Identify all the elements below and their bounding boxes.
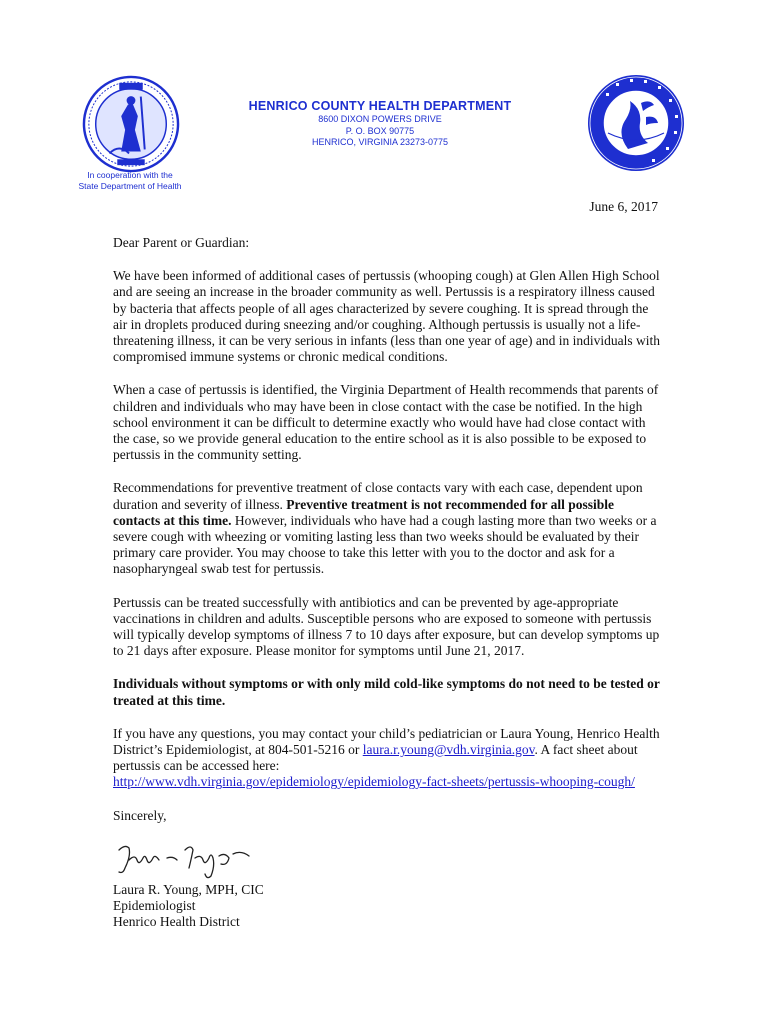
cooperation-line-2: State Department of Health — [78, 181, 182, 191]
paragraph-3-bold: Preventive treatment is not recommended for all possible contacts at this time. — [113, 496, 615, 528]
paragraph-5 — [113, 676, 661, 708]
signature-icon — [115, 838, 255, 882]
paragraph-3-end: However, individuals who have had a cough lasting more than two weeks or a severe cough with wheezing or vomiting lasting less than two weeks should be evaluated by their primary care provider. You may choose to take this letter with you to the doctor and ask for a nasopharyngeal swab test for pertussis. — [113, 512, 657, 577]
paragraph-1: We have been informed of additional cases of pertussis (whooping cough) at Glen Allen High School and are seeing an increase in the broader community as well. Pertussis is a respiratory illness caused by bacteria that affects people of all ages characterized by severe coughing. It is spread through the air in droplets produced during sneezing and/or coughing. Although pertussis is usually not a life-threatening illness, it can be very serious in infants (less than one year of age) and in individuals with compromised immune systems or chronic medical conditions. — [113, 268, 660, 365]
paragraph-3 — [113, 480, 661, 577]
signer-title: Epidemiologist — [113, 898, 196, 914]
organization-name: HENRICO COUNTY HEALTH DEPARTMENT — [248, 99, 512, 113]
signature-block — [113, 882, 661, 931]
letterhead — [0, 0, 768, 200]
letter-date: June 6, 2017 — [589, 199, 658, 214]
paragraph-2: When a case of pertussis is identified, the Virginia Department of Health recommends that parents of children and individuals who may have been in close contact with the case be notified. In the high school environment it can be difficult to determine exactly who would have had close contact with the case, so we provide general education to the entire school as it is also possible to be exposed to pertussis in the community setting. — [113, 382, 659, 463]
paragraph-3-start: Recommendations for preventive treatment of close contacts vary with each case, dependent upon duration and severity of illness. — [113, 480, 643, 512]
address-line-2: P. O. BOX 90775 — [345, 125, 415, 136]
signer-organization: Henrico Health District — [113, 914, 240, 930]
address-line-1: 8600 DIXON POWERS DRIVE — [318, 114, 442, 124]
signer-name: Laura R. Young, MPH, CIC — [113, 881, 264, 897]
paragraph-5-bold: Individuals without symptoms or with only mild cold-like symptoms do not need to be tested or treated at this time. — [113, 676, 660, 708]
fact-sheet-link[interactable]: http://www.vdh.virginia.gov/epidemiology/epidemiology-fact-sheets/pertussis-whooping-cough/ — [113, 774, 635, 790]
paragraph-4: Pertussis can be treated successfully with antibiotics and can be prevented by age-appropriate vaccinations in children and adults. Susceptible persons who are exposed to someone with pertussis will typically develop symptoms of illness 7 to 10 days after exposure, but can develop symptoms up to 21 days after exposure. Please monitor for symptoms until June 21, 2017. — [113, 594, 660, 659]
email-link[interactable]: laura.r.young@vdh.virginia.gov — [362, 742, 535, 758]
paragraph-6-mid: . A fact sheet about pertussis can be accessed here: — [113, 742, 638, 774]
virginia-state-seal-icon — [82, 75, 180, 173]
paragraph-6 — [113, 726, 661, 791]
letter-body — [113, 235, 661, 931]
paragraph-6-start: If you have any questions, you may contact your child’s pediatrician or Laura Young, Henrico Health District’s Epidemiologist, at 804-501-5216 or — [113, 725, 660, 758]
henrico-county-seal-icon — [586, 73, 686, 173]
salutation: Dear Parent or Guardian: — [113, 235, 250, 250]
closing: Sincerely, — [113, 807, 167, 823]
cooperation-note — [40, 170, 220, 192]
organization-header — [200, 98, 560, 149]
address-line-3: HENRICO, VIRGINIA 23273-0775 — [311, 137, 449, 147]
cooperation-line-1: In cooperation with the — [87, 170, 173, 180]
